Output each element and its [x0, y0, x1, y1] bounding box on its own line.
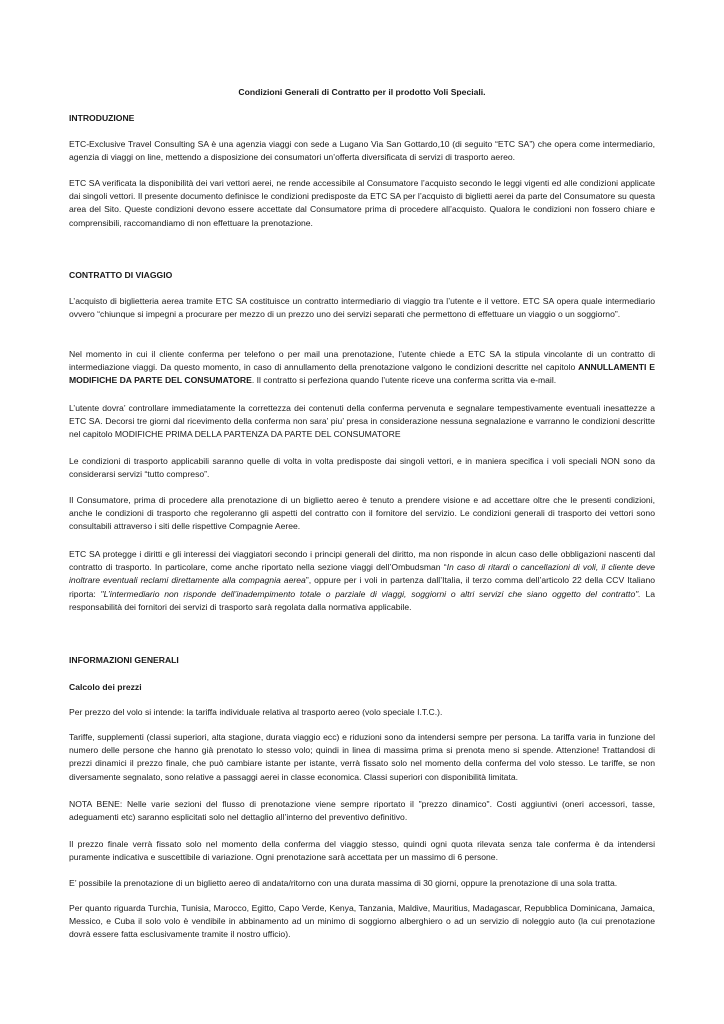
- intro-paragraph-1: ETC-Exclusive Travel Consulting SA è una agenzia viaggi con sede a Lugano Via San Gottardo,10 (di seguito “ETC SA”) che opera come intermediario, agenzia di viaggi on line, mettendo a disposizione dei consumatori un’offerta diversificata di servizi di trasporto aereo.: [69, 139, 655, 163]
- informazioni-paragraph-2: Tariffe, supplementi (classi superiori, alta stagione, durata viaggio ecc) e riduzioni sono da intendersi sempre per persona. La tariffa varia in funzione del numero delle persone che hanno già prenotato lo stesso volo; quindi in linea di massima prima si prenota meno si spende. Attenzione! Trattandosi di prezzi dinamici il prezzo finale, che può cambiare istante per istante, verrà fissato solo nel momento della conferma del volo stesso. Le tariffe, se non diversamente segnalato, sono relative a passaggi aerei in classe economica. Classi superiori con disponibilità limitata.: [69, 732, 655, 782]
- contratto-p6-italic-1: In caso di ritardi o cancellazioni di voli, il cliente deve inoltrare eventuali reclami direttamente alla compagnia aerea: [69, 562, 655, 586]
- informazioni-paragraph-1: Per prezzo del volo si intende: la tariffa individuale relativa al trasporto aereo (volo speciale I.T.C.).: [69, 707, 443, 717]
- contratto-p6-italic-2: "L’intermediario non risponde dell’inadempimento totale o parziale di viaggi, soggiorni o altri servizi che siano oggetto del contratto".: [100, 588, 641, 599]
- contratto-p2-text-b: . Il contratto si perfeziona quando l’utente riceve una conferma scritta via e-mail.: [251, 375, 557, 386]
- contratto-p2-text-a: Nel momento in cui il cliente conferma per telefono o per mail una prenotazione, l’utente chiede a ETC SA la stipula vincolante di un contratto di intermediazione viaggi. Da questo momento, in caso di annullamento della prenotazione valgono le condizioni descritte nel capitolo: [69, 349, 655, 373]
- contratto-paragraph-3: L’utente dovra’ controllare immediatamente la correttezza dei contenuti della conferma pervenuta e segnalare tempestivamente eventuali inesattezze a ETC SA. Decorsi tre giorni dal ricevimento della conferma non sara’ piu’ presa in considerazione nessuna segnalazione e varranno le condizioni descritte nel capitolo MODIFICHE PRIMA DELLA PARTENZA DA PARTE DEL CONSUMATORE: [69, 403, 655, 440]
- contratto-p2-bold: ANNULLAMENTI E MODIFICHE DA PARTE DEL CONSUMATORE: [69, 362, 655, 386]
- heading-introduzione: INTRODUZIONE: [69, 113, 135, 123]
- informazioni-paragraph-4: Il prezzo finale verrà fissato solo nel momento della conferma del viaggio stesso, quindi ogni quota rilevata senza tale conferma è da intendersi puramente indicativa e suscettibile di variazione. Ogni prenotazione sarà accettata per un massimo di 6 persone.: [69, 839, 655, 863]
- contratto-paragraph-2: [69, 348, 655, 388]
- contratto-paragraph-6: [69, 548, 655, 614]
- contratto-paragraph-5: Il Consumatore, prima di procedere alla prenotazione di un biglietto aereo è tenuto a prendere visione e ad accettare oltre che le presenti condizioni, anche le condizioni di trasporto che regoleranno gli aspetti del contratto con il fornitore del servizio. Le condizioni generali di trasporto dei vettori sono consultabili attraverso i siti delle rispettive Compagnie Aeree.: [69, 495, 655, 532]
- informazioni-paragraph-3: NOTA BENE: Nelle varie sezioni del flusso di prenotazione viene sempre riportato il "prezzo dinamico". Costi aggiuntivi (oneri accessori, tasse, adeguamenti etc) saranno esplicitati solo nel dettaglio all’interno del preventivo definitivo.: [69, 799, 655, 823]
- subheading-calcolo-dei-prezzi: Calcolo dei prezzi: [69, 682, 142, 692]
- contratto-paragraph-4: Le condizioni di trasporto applicabili saranno quelle di volta in volta predisposte dai singoli vettori, e in maniera specifica i voli speciali NON sono da considerarsi servizi “tutto compreso”.: [69, 456, 655, 480]
- intro-paragraph-2: ETC SA verificata la disponibilità dei vari vettori aerei, ne rende accessibile al Consumatore l’acquisto secondo le leggi vigenti ed alle condizioni applicate dai singoli vettori. Il presente documento definisce le condizioni predisposte da ETC SA per l’acquisto di biglietti aerei da parte del Consumatore su questa area del Sito. Queste condizioni devono essere accettate dal Consumatore prima di procedere all’acquisto. Qualora le condizioni non fossero chiare e comprensibili, raccomandiamo di non effettuare la prenotazione.: [69, 178, 655, 228]
- contratto-p6-text-b: ”, oppure per i voli in partenza dall’Italia, il terzo comma dell’articolo 22 della CCV Italiano riporta:: [69, 575, 655, 599]
- contratto-p6-text-a: ETC SA protegge i diritti e gli interessi dei viaggiatori secondo i principi generali del diritto, ma non risponde in alcun caso delle obbligazioni nascenti dal contratto di trasporto. In particolare, come anche riportato nella sezione viaggi dell’Ombudsman “: [69, 549, 655, 573]
- document-title: Condizioni Generali di Contratto per il prodotto Voli Speciali.: [238, 87, 486, 97]
- informazioni-paragraph-6: Per quanto riguarda Turchia, Tunisia, Marocco, Egitto, Capo Verde, Kenya, Tanzania, Maldive, Mauritius, Madagascar, Repubblica Dominicana, Jamaica, Messico, e Cuba il solo volo è vendibile in abbinamento ad un minimo di soggiorno alberghiero o ad un servizio di noleggio auto (la cui prenotazione dovrà essere fatta esclusivamente tramite il nostro ufficio).: [69, 903, 655, 940]
- heading-informazioni-generali: INFORMAZIONI GENERALI: [69, 655, 179, 665]
- contratto-paragraph-1: L’acquisto di biglietteria aerea tramite ETC SA costituisce un contratto intermediario di viaggio tra l’utente e il vettore. ETC SA opera quale intermediario ovvero “chiunque si impegni a procurare per mezzo di un prezzo uno dei servizi separati che permettono di effettuare un viaggio o un soggiorno”.: [69, 296, 655, 320]
- informazioni-paragraph-5: E’ possibile la prenotazione di un biglietto aereo di andata/ritorno con una durata massima di 30 giorni, oppure la prenotazione di una sola tratta.: [69, 878, 618, 888]
- heading-contratto-di-viaggio: CONTRATTO DI VIAGGIO: [69, 270, 173, 280]
- contratto-p6-text-c: La responsabilità dei fornitori dei servizi di trasporto sarà regolata dalla normativa applicabile.: [69, 588, 656, 612]
